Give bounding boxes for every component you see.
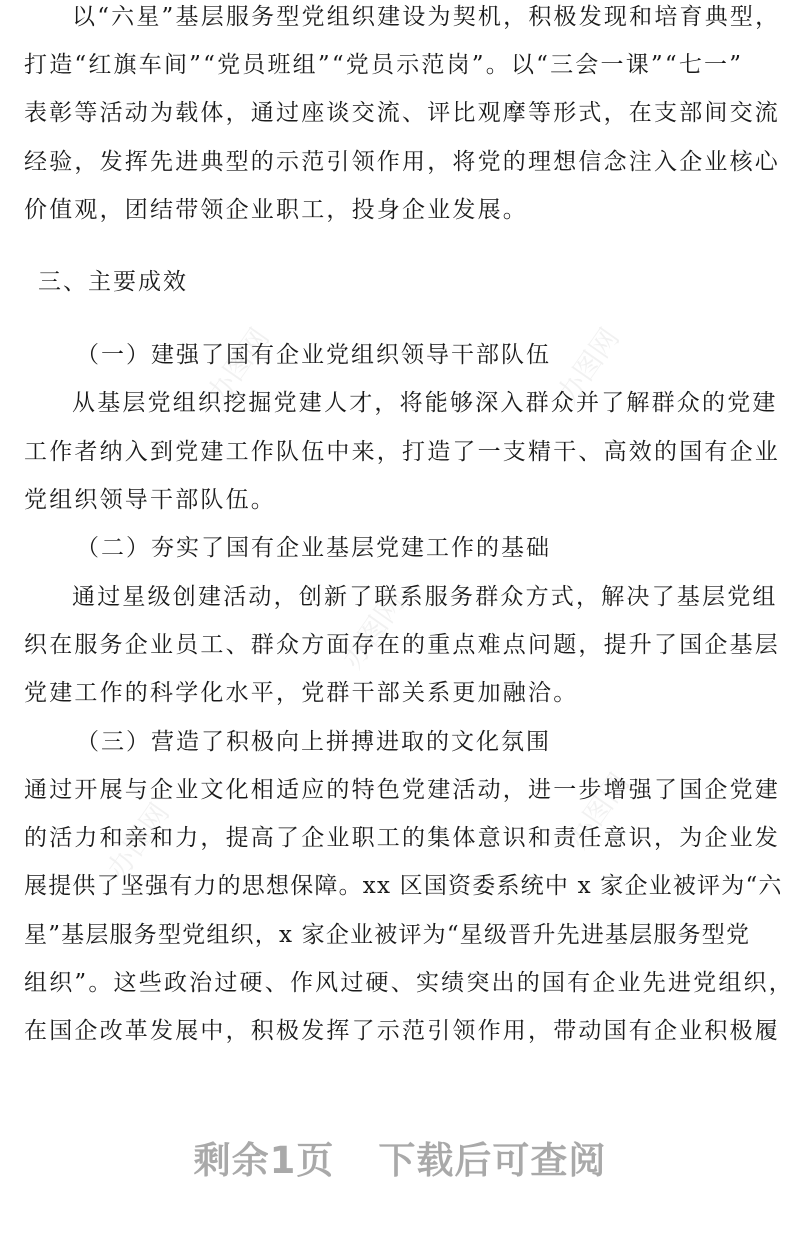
paragraph-line: 通过星级创建活动，创新了联系服务群众方式，解决了基层党组 (72, 584, 778, 610)
paragraph-line: 打造“红旗车间”“党员班组”“党员示范岗”。以“三会一课”“七一” (24, 52, 744, 78)
paragraph-line: 价值观，团结带领企业职工，投身企业发展。 (24, 197, 528, 223)
download-prompt[interactable] (0, 1130, 800, 1184)
subsection-title: （三）营造了积极向上拼搏进取的文化氛围 (76, 729, 551, 755)
watermark: 办图网 (100, 796, 176, 885)
remaining-pages-label: 剩余1页 (193, 1139, 335, 1182)
section-heading: 三、主要成效 (38, 269, 188, 295)
paragraph-line: 在国企改革发展中，积极发挥了示范引领作用，带动国有企业积极履 (24, 1018, 780, 1044)
paragraph-line: 展提供了坚强有力的思想保障。xx 区国资委系统中 x 家企业被评为“六 (24, 873, 783, 899)
paragraph-line: 党建工作的科学化水平，党群干部关系更加融洽。 (24, 680, 579, 706)
download-to-view-label: 下载后可查阅 (378, 1139, 607, 1182)
paragraph-line: 星”基层服务型党组织，x 家企业被评为“星级晋升先进基层服务型党 (24, 922, 751, 948)
paragraph-line: 的活力和亲和力，提高了企业职工的集体意识和责任意识，为企业发 (24, 825, 780, 851)
paragraph-line: 通过开展与企业文化相适应的特色党建活动，进一步增强了国企党建 (24, 777, 780, 803)
paragraph-line: 以“六星”基层服务型党组织建设为契机，积极发现和培育典型， (72, 4, 781, 30)
paragraph-line: 织在服务企业员工、群众方面存在的重点难点问题，提升了国企基层 (24, 632, 780, 658)
paragraph-line: 经验，发挥先进典型的示范引领作用，将党的理想信念注入企业核心 (24, 149, 780, 175)
subsection-title: （二）夯实了国有企业基层党建工作的基础 (76, 535, 551, 561)
watermark: 办图网 (335, 586, 411, 675)
paragraph-line: 工作者纳入到党建工作队伍中来，打造了一支精干、高效的国有企业 (24, 439, 780, 465)
paragraph-line: 组织”。这些政治过硬、作风过硬、实绩突出的国有企业先进党组织， (24, 970, 794, 996)
paragraph-line: 党组织领导干部队伍。 (24, 487, 276, 513)
watermark: 办图网 (560, 766, 636, 855)
watermark: 办图网 (550, 321, 626, 410)
watermark: 办图网 (200, 321, 276, 410)
paragraph-line: 表彰等活动为载体，通过座谈交流、评比观摩等形式，在支部间交流 (24, 100, 780, 126)
subsection-title: （一）建强了国有企业党组织领导干部队伍 (76, 342, 551, 368)
paragraph-line: 从基层党组织挖掘党建人才，将能够深入群众并了解群众的党建 (72, 390, 778, 416)
